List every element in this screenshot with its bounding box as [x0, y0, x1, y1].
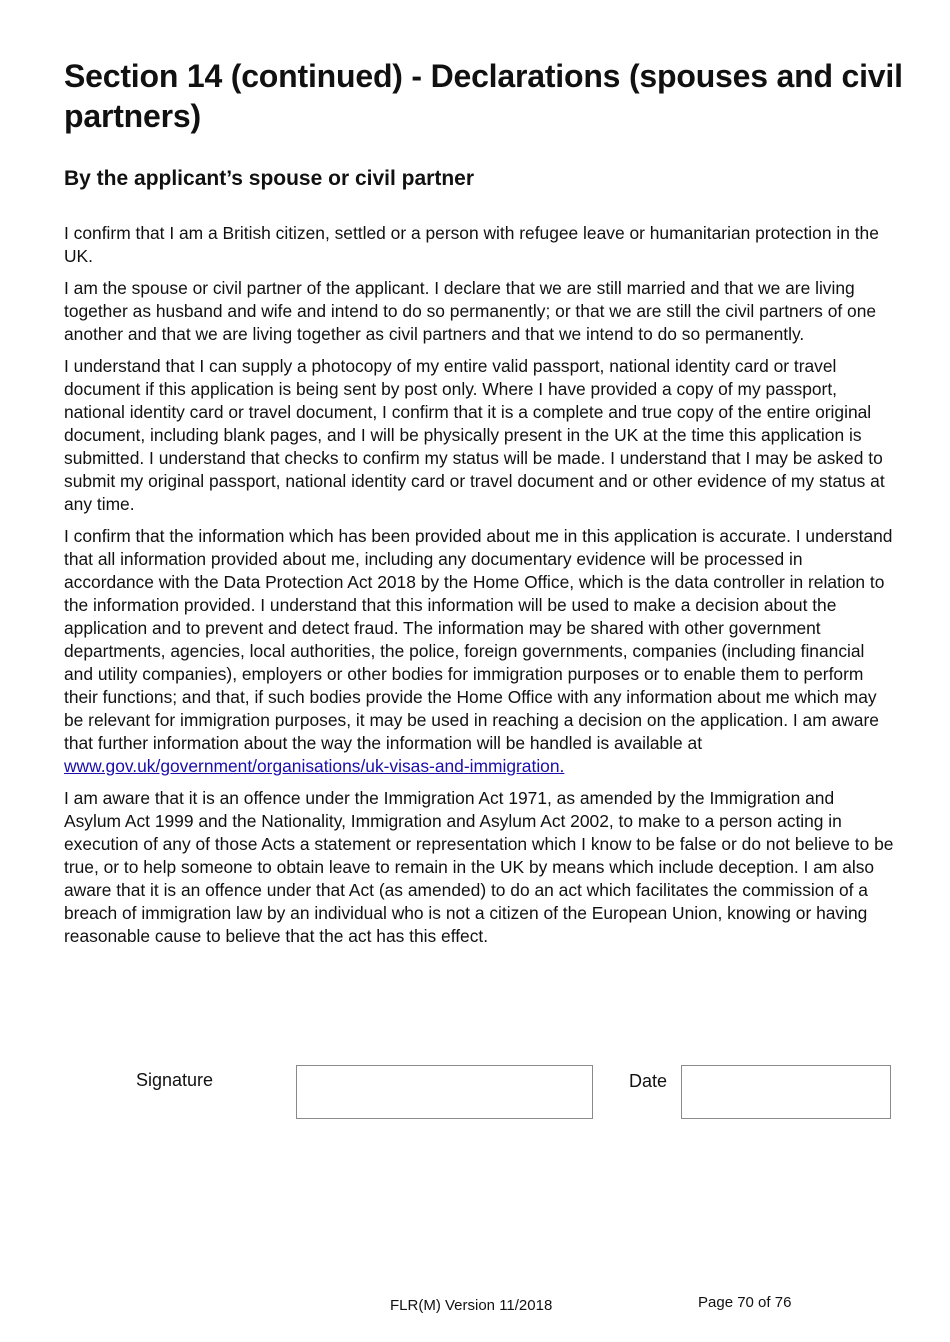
- date-field[interactable]: [681, 1065, 891, 1119]
- signature-field[interactable]: [296, 1065, 593, 1119]
- declaration-paragraph-relationship: I am the spouse or civil partner of the applicant. I declare that we are still married and that we are living together as husband and wife and intend to do so permanently; or that we are still the civil partners of one another and that we are living together as civil partners and that we intend to do so permanently.: [64, 278, 877, 344]
- declaration-body: [64, 222, 894, 957]
- date-label: Date: [629, 1071, 668, 1091]
- gov-uk-visas-link[interactable]: www.gov.uk/government/organisations/uk-visas-and-immigration.: [64, 756, 565, 776]
- signature-label: Signature: [136, 1070, 214, 1090]
- declaration-paragraph-data-protection: [64, 525, 894, 778]
- declaration-paragraph-documents: I understand that I can supply a photocopy of my entire valid passport, national identity card or travel document if this application is being sent by post only. Where I have provided a copy of my passport, national identity card or travel document, I confirm that it is a complete and true copy of the entire original document, including blank pages, and I will be physically present in the UK at the time this application is submitted. I understand that checks to confirm my status will be made. I understand that I may be asked to submit my original passport, national identity card or travel document and or other evidence of my status at any time.: [64, 356, 885, 514]
- data-protection-text: I confirm that the information which has been provided about me in this application is accurate. I understand that all information provided about me, including any documentary evidence will be processed in accordance with the Data Protection Act 2018 by the Home Office, which is the data controller in relation to the information provided. I understand that this information will be used to make a decision about the application and to prevent and detect fraud. The information may be shared with other government departments, agencies, local authorities, the police, foreign governments, companies (including financial and utility companies), employers or other bodies for immigration purposes or to enable them to perform their functions; and that, if such bodies provide the Home Office with any information about me which may be relevant for immigration purposes, it may be used in reaching a decision on the application. I am aware that further information about the way the information will be handled is available at: [64, 526, 893, 753]
- page-title: Section 14 (continued) - Declarations (spouses and civil partners): [64, 58, 903, 134]
- page-number: Page 70 of 76: [698, 1294, 792, 1311]
- form-version: FLR(M) Version 11/2018: [390, 1297, 553, 1314]
- declaration-paragraph-offences: I am aware that it is an offence under the Immigration Act 1971, as amended by the Immigration and Asylum Act 1999 and the Nationality, Immigration and Asylum Act 2002, to make to a person acting in execution of any of those Acts a statement or representation which I know to be false or do not believe to be true, or to help someone to obtain leave to remain in the UK by means which include deception. I am also aware that it is an offence under that Act (as amended) to do an act which facilitates the commission of a breach of immigration law by an individual who is not a citizen of the European Union, knowing or having reasonable cause to believe that the act has this effect.: [64, 788, 894, 946]
- declaration-paragraph-citizenship: I confirm that I am a British citizen, settled or a person with refugee leave or humanitarian protection in the UK.: [64, 223, 879, 266]
- section-subheading: By the applicant’s spouse or civil partner: [64, 167, 475, 190]
